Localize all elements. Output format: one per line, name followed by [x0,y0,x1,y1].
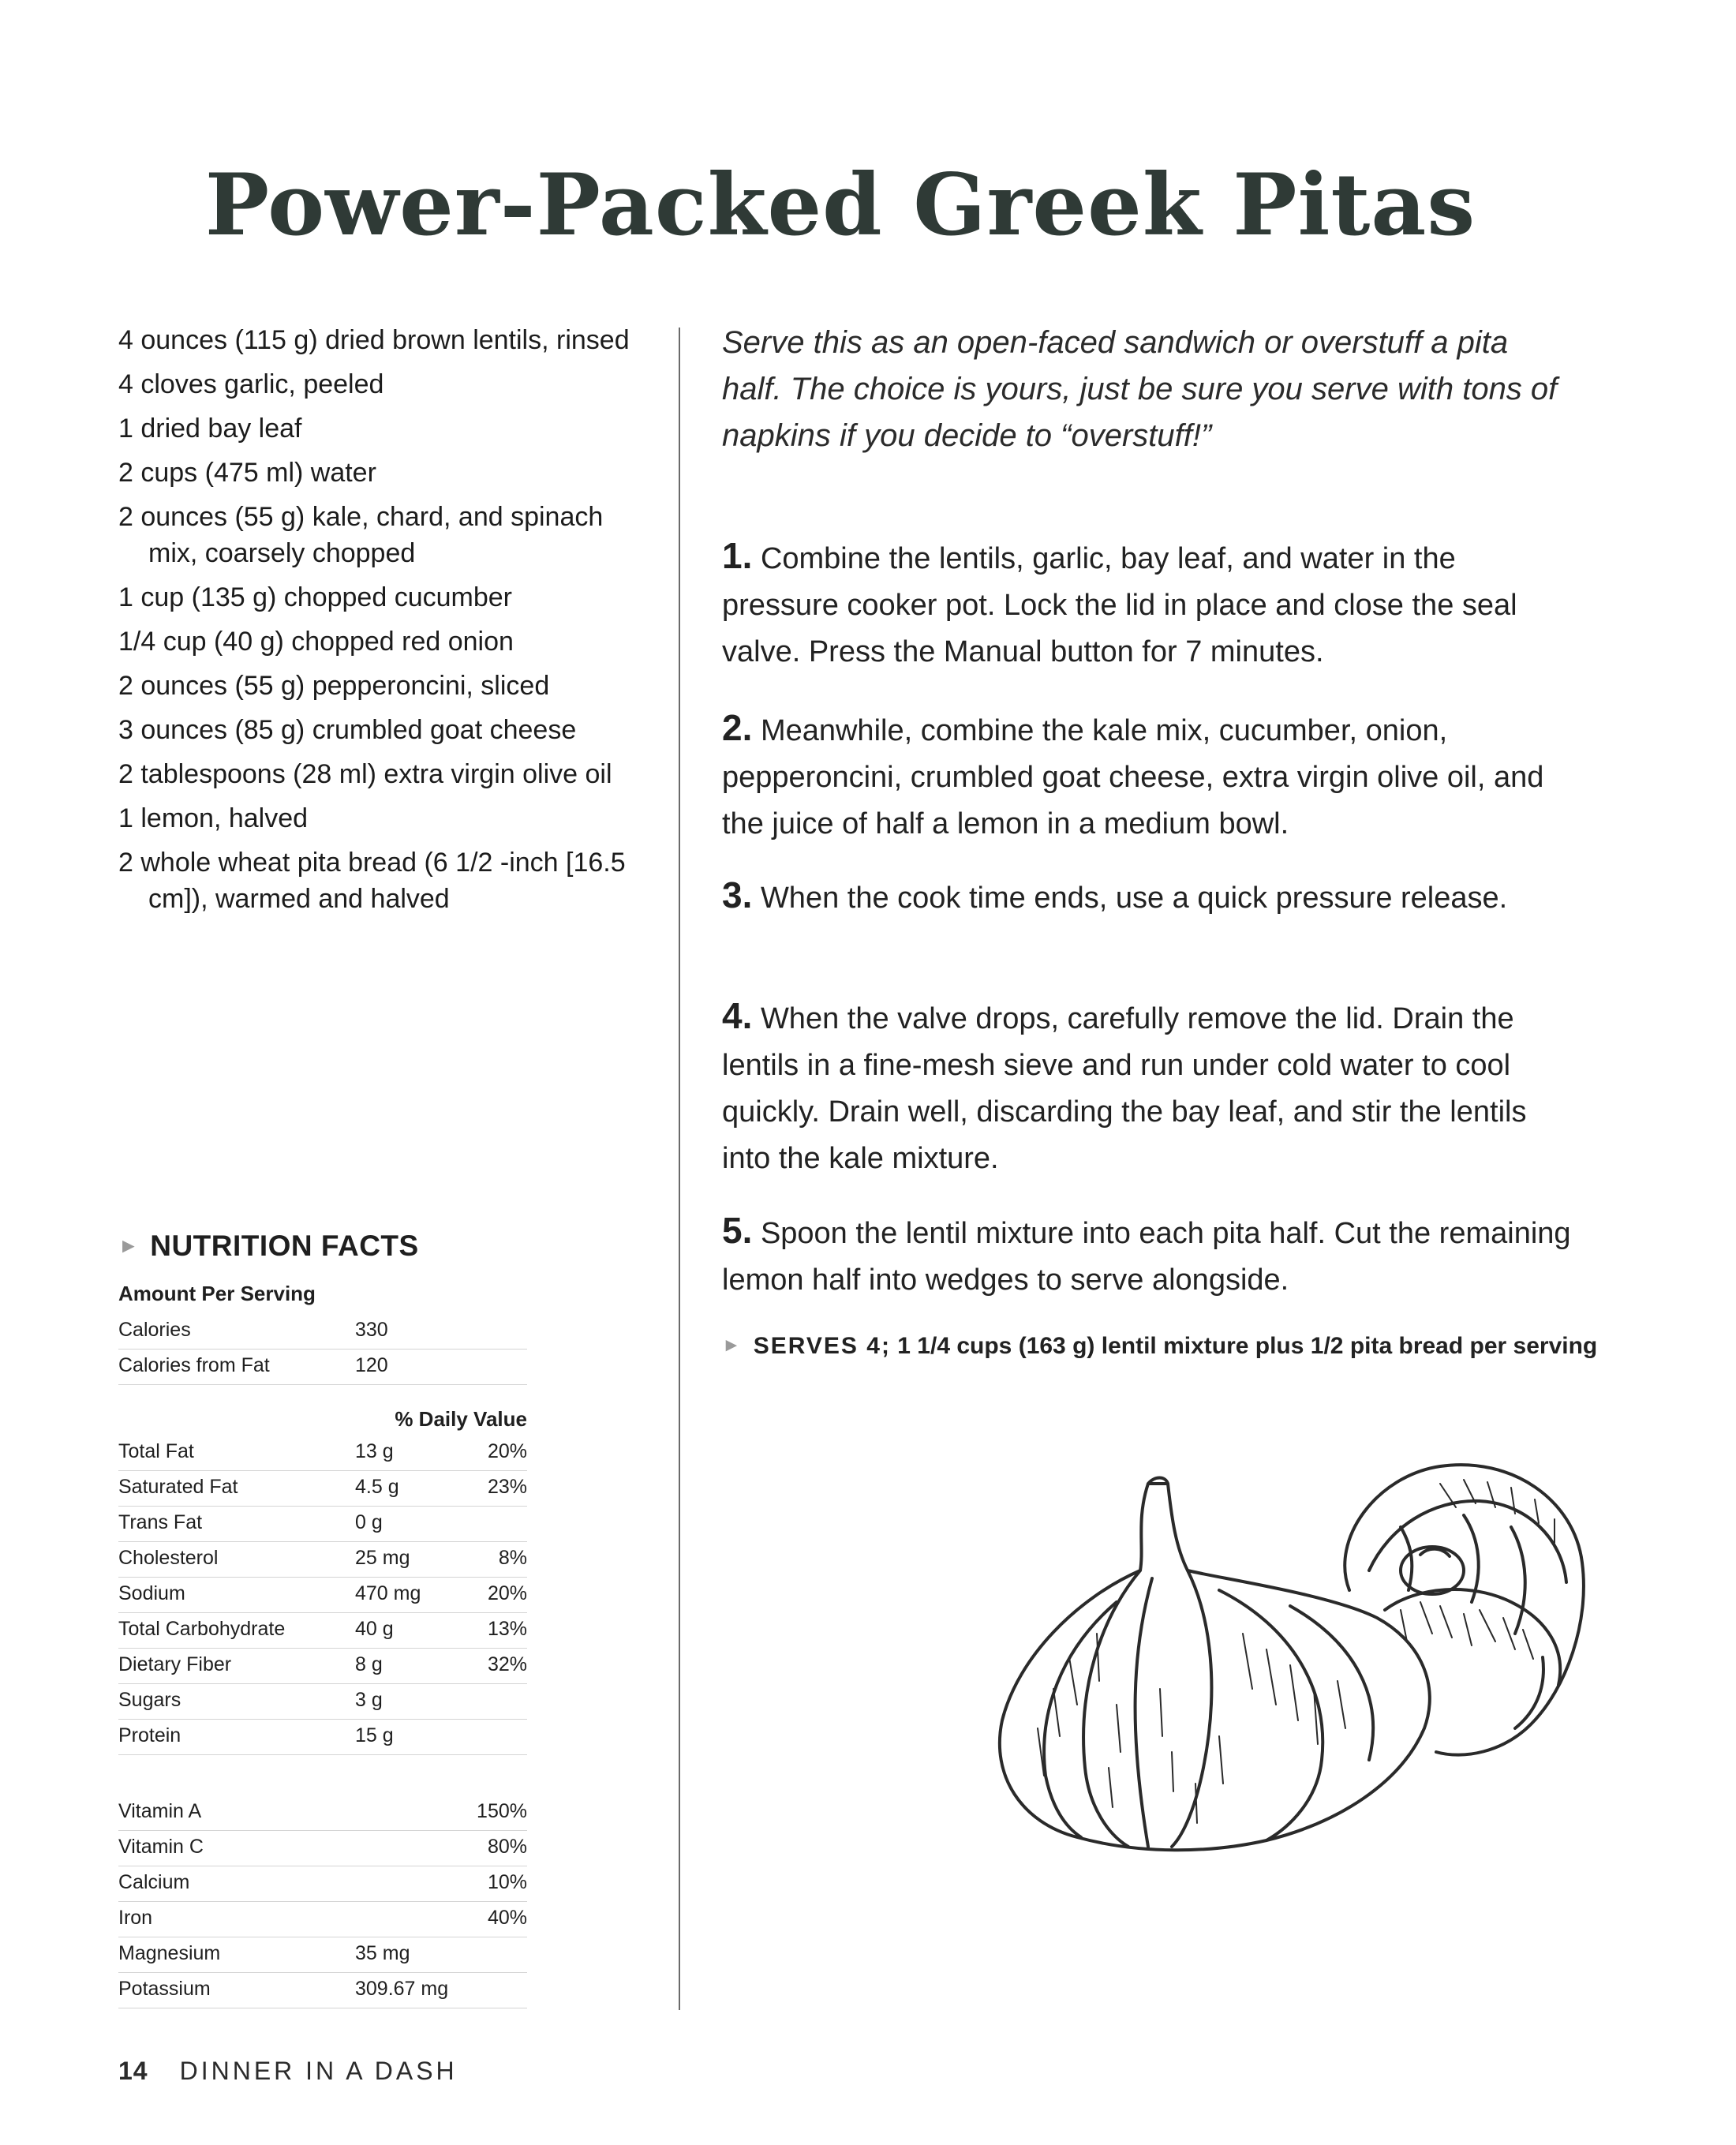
ingredient-item: 1 dried bay leaf [118,414,302,444]
nutrition-row: Total Carbohydrate 40 g 13% [118,1612,527,1649]
nutrition-row: Calories from Fat 120 [118,1349,527,1385]
nutrition-row: Dietary Fiber 8 g 32% [118,1648,527,1684]
ingredient-list [118,322,655,925]
recipe-intro: Serve this as an open-faced sandwich or overstuff a pita half. The choice is yours, just be sure you serve with tons of napkins if you decide to “overstuff!” [722,325,1558,453]
nutrition-row: Saturated Fat 4.5 g 23% [118,1470,527,1507]
ingredient-item: 1 cup (135 g) chopped cucumber [118,582,512,612]
step-4: 4. When the valve drops, carefully remove the lid. Drain the lentils in a fine-mesh sieve and run under cold water to cool quickly. Drain well, discarding the bay leaf, and stir the lentils into the kale mixture. [722,995,1527,1175]
ingredient-item: 2 cups (475 ml) water [118,458,376,488]
ingredient-item: 2 ounces (55 g) kale, chard, and spinach mix, coarsely chopped [118,502,604,568]
ingredient-item: 4 ounces (115 g) dried brown lentils, rinsed [118,325,630,355]
nutrition-row: Magnesium 35 mg [118,1937,527,1973]
garlic-bulb-back [1345,1465,1584,1755]
ingredient-item: 2 tablespoons (28 ml) extra virgin olive oil [118,759,612,789]
step-1: 1. Combine the lentils, garlic, bay leaf, and water in the pressure cooker pot. Lock the lid in place and close the seal valve. Press the Manual button for 7 minutes. [722,535,1517,668]
nutrition-row: Total Fat 13 g 20% [118,1435,527,1471]
ingredient-item: 3 ounces (85 g) crumbled goat cheese [118,715,577,745]
recipe-title: Power-Packed Greek Pitas [204,155,1476,255]
nutrition-row: Vitamin C 80% [118,1830,527,1866]
step-2: 2. Meanwhile, combine the kale mix, cucumber, onion, pepperoncini, crumbled goat cheese, extra virgin olive oil, and the juice of half a lemon in a medium bowl. [722,707,1544,840]
nutrition-row: Sodium 470 mg 20% [118,1577,527,1613]
ingredient-item: 1/4 cup (40 g) chopped red onion [118,627,514,657]
arrow-bullet-icon: ► [722,1335,741,1356]
column-divider [679,328,680,2010]
nutrition-row: Trans Fat 0 g [118,1506,527,1542]
nutrition-row: Sugars 3 g [118,1683,527,1720]
nutrition-row: Cholesterol 25 mg 8% [118,1541,527,1578]
nutrition-row: Potassium 309.67 mg [118,1972,527,2008]
nutrition-row: Calcium 10% [118,1866,527,1902]
nutrition-row: Protein 15 g [118,1719,527,1755]
section-name: DINNER IN A DASH [179,2057,458,2085]
amount-per-serving: Amount Per Serving [118,1282,316,1305]
nutrition-heading: ► NUTRITION FACTS [118,1230,419,1262]
ingredient-item: 1 lemon, halved [118,803,309,833]
page-number: 14 [118,2057,148,2085]
nutrition-row: Iron 40% [118,1901,527,1937]
nutrition-row: Calories 330 [118,1313,527,1350]
daily-value-header: % Daily Value [395,1407,527,1431]
step-3: 3. When the cook time ends, use a quick pressure release. [722,874,1508,915]
garlic-illustration [959,1452,1598,1862]
serves-note: ► SERVES 4; 1 1/4 cups (163 g) lentil mixture plus 1/2 pita bread per serving [722,1333,1598,1359]
arrow-bullet-icon: ► [118,1233,140,1257]
ingredient-item: 2 ounces (55 g) pepperoncini, sliced [118,671,550,701]
nutrition-row: Vitamin A 150% [118,1795,527,1831]
ingredient-item: 2 whole wheat pita bread (6 1/2 -inch [16.5 cm]), warmed and halved [118,848,626,914]
step-5: 5. Spoon the lentil mixture into each pita half. Cut the remaining lemon half into wedges to serve alongside. [722,1210,1571,1297]
ingredient-item: 4 cloves garlic, peeled [118,369,384,399]
page-footer [118,2057,458,2086]
